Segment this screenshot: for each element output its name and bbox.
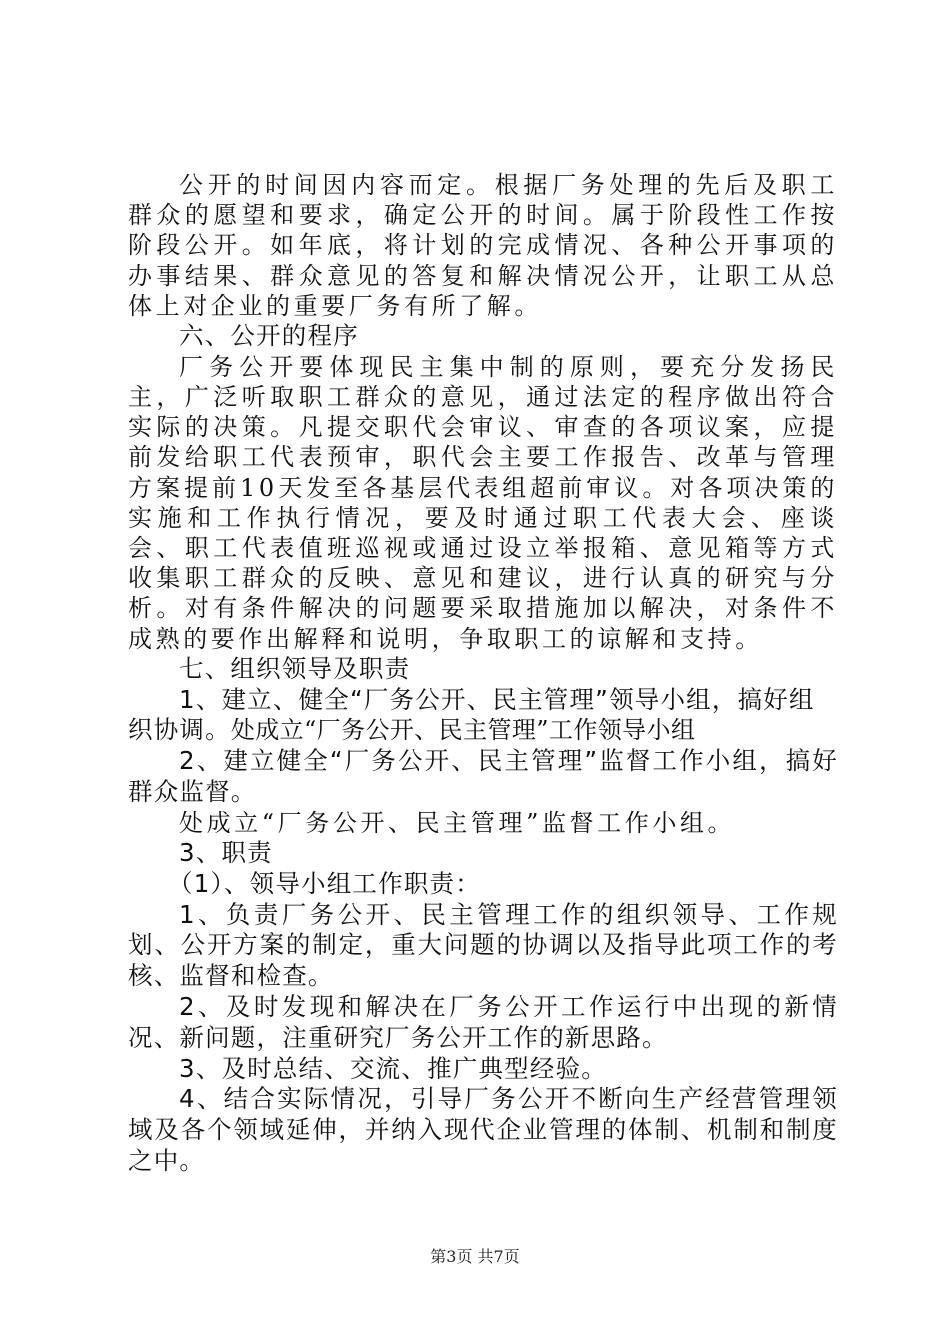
paragraph-procedure: 厂务公开要体现民主集中制的原则，要充分发扬民主，广泛听取职工群众的意见，通过法定的程序做出符合实际的决策。凡提交职代会审议、审查的各项议案，应提前发给职工代表预审，职代会主要工作报告、改革与管理方案提前10天发至各基层代表组超前审议。对各项决策的实施和工作执行情况，要及时通过职工代表大会、座谈会、职工代表值班巡视或通过设立举报箱、意见箱等方式收集职工群众的反映、意见和建议，进行认真的研究与分析。对有条件解决的问题要采取措施加以解决，对条件不成熟的要作出解释和说明，争取职工的谅解和支持。 [128, 352, 838, 653]
paragraph-item-1-line2 [128, 715, 838, 746]
paragraph-disclosure-timing: 公开的时间因内容而定。根据厂务处理的先后及职工群众的愿望和要求，确定公开的时间。属于阶段性工作按阶段公开。如年底，将计划的完成情况、各种公开事项的办事结果、群众意见的答复和解决情况公开，让职工从总体上对企业的重要厂务有所了解。 [128, 171, 838, 320]
document-page [128, 170, 838, 1177]
section-heading-leadership: 七、组织领导及职责 [179, 653, 411, 683]
paragraph-duty-2: 2、及时发现和解决在厂务公开工作运行中出现的新情况、新问题，注重研究厂务公开工作的新思路。 [128, 992, 838, 1052]
item-1-continuation: 织协调。 [128, 715, 231, 745]
paragraph-item-2: 2、建立健全“厂务公开、民主管理”监督工作小组，搞好群众监督。 [128, 746, 838, 807]
paragraph-leadership-duties-heading: （1）、领导小组工作职责： [168, 868, 481, 898]
paragraph-duty-3: 3、及时总结、交流、推广典型经验。 [179, 1053, 607, 1083]
paragraph-item-1-line1: 1、建立、健全“厂务公开、民主管理”领导小组，搞好组 [179, 684, 815, 714]
page-footer: 第3页 共7页 [430, 1247, 520, 1266]
section-heading-procedure: 六、公开的程序 [179, 321, 359, 351]
paragraph-duties-heading: 3、职责 [179, 838, 273, 868]
item-1-note: 处成立“厂务公开、民主管理”工作领导小组 [230, 716, 696, 745]
paragraph-duty-4: 4、结合实际情况，引导厂务公开不断向生产经营管理领域及各个领域延伸，并纳入现代企业管理的体制、机制和制度之中。 [128, 1084, 838, 1175]
paragraph-item-2-note: 处成立“厂务公开、民主管理”监督工作小组。 [179, 808, 736, 837]
paragraph-duty-1: 1、负责厂务公开、民主管理工作的组织领导、工作规划、公开方案的制定，重大问题的协调以及指导此项工作的考核、监督和检查。 [128, 899, 838, 991]
